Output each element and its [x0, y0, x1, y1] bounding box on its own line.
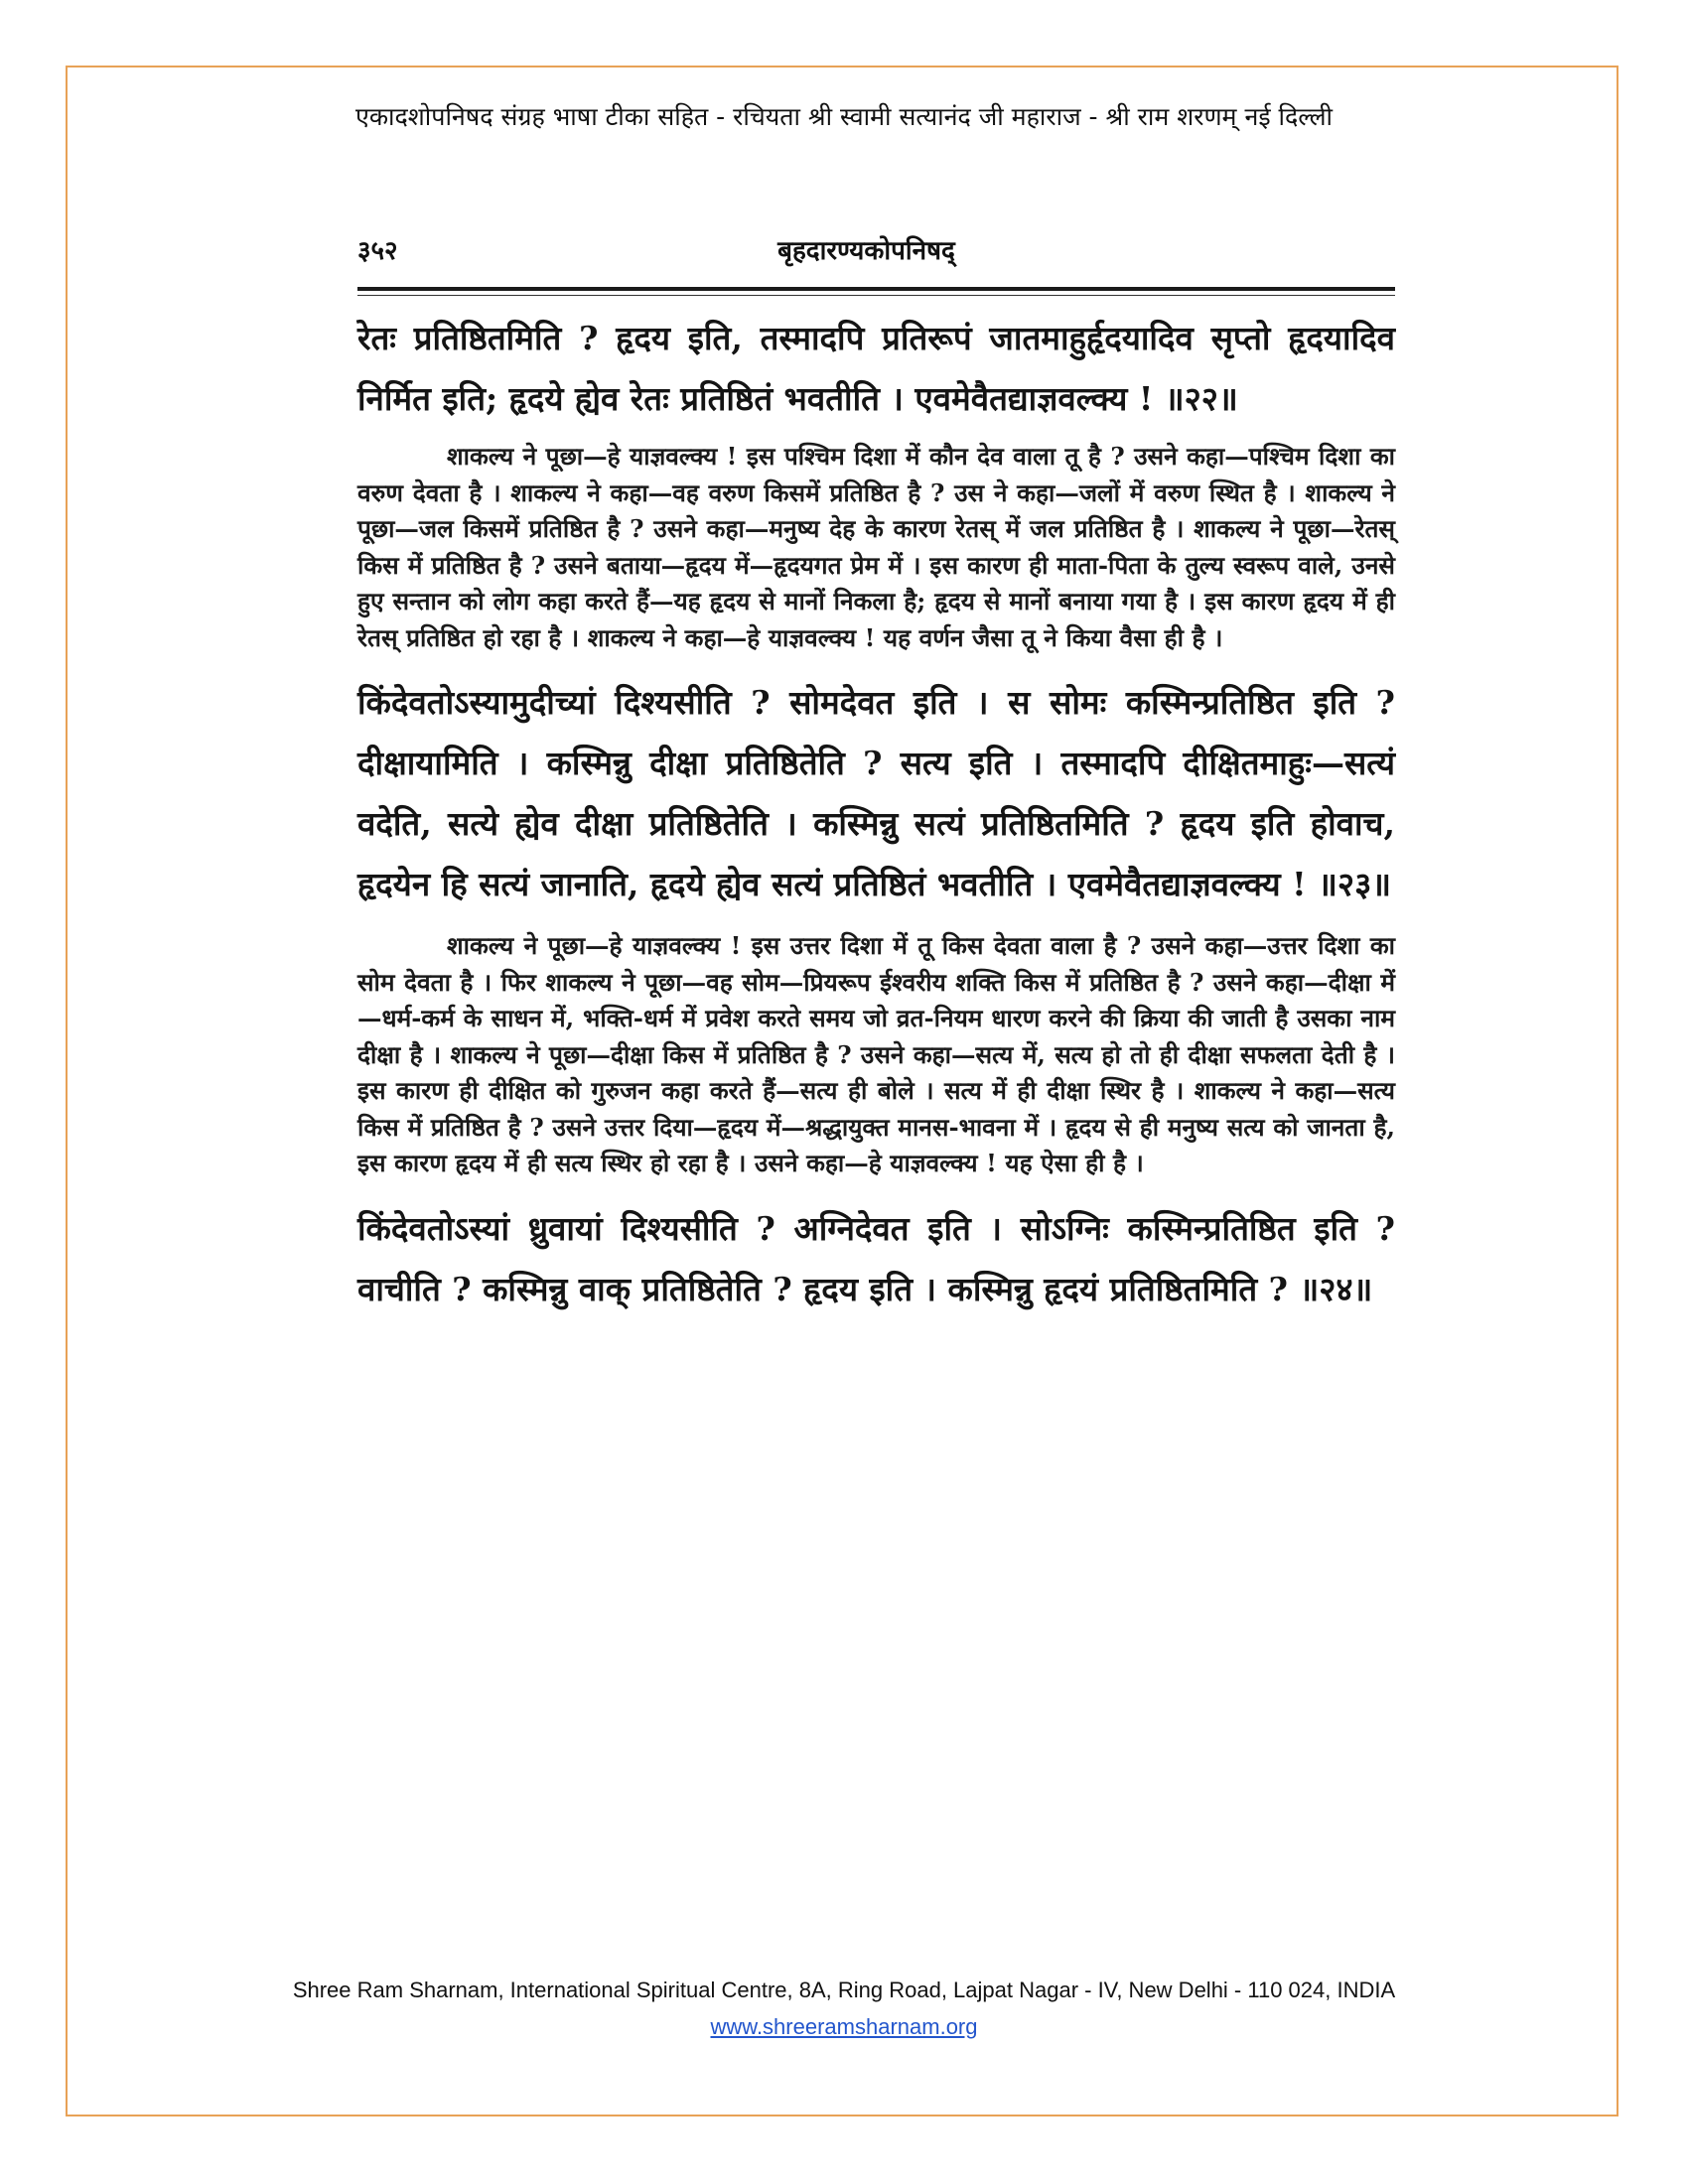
- header-rule-thick: [357, 287, 1395, 291]
- page-running-head: [338, 213, 1395, 269]
- footer-address: Shree Ram Sharnam, International Spiritual Centre, 8A, Ring Road, Lajpat Nagar - IV, New Delhi - 110 024, INDIA: [292, 1978, 1396, 2002]
- sanskrit-verse-22: रेतः प्रतिष्ठितमिति ? हृदय इति, तस्मादपि प्रतिरूपं जातमाहुर्हृदयादिव सृप्तो हृदयादिव निर्मित इति; हृदये ह्येव रेतः प्रतिष्ठितं भवतीति । एवमेवैतद्याज्ञवल्क्य ! ॥२२॥: [357, 319, 1395, 418]
- page-content: [338, 308, 1395, 1319]
- sanskrit-verse-24: किंदेवतोऽस्यां ध्रुवायां दिश्यसीति ? अग्निदेवत इति । सोऽग्निः कस्मिन्प्रतिष्ठित इति ? वाचीति ? कस्मिन्नु वाक् प्रतिष्ठितेति ? हृदय इति । कस्मिन्नु हृदयं प्रतिष्ठितमिति ? ॥२४॥: [357, 1208, 1395, 1308]
- header-rule-thin: [357, 295, 1395, 296]
- scanned-page: [338, 213, 1395, 1319]
- page-number: ३५२: [357, 236, 398, 266]
- hindi-translation-23: शाकल्य ने पूछा—हे याज्ञवल्क्य ! इस उत्तर दिशा में तू किस देवता वाला है ? उसने कहा—उत्तर दिशा का सोम देवता है । फिर शाकल्य ने पूछा—वह सोम—प्रियरूप ईश्वरीय शक्ति किस में प्रतिष्ठित है ? उसने कहा—दीक्षा में—धर्म-कर्म के साधन में, भक्ति-धर्म में प्रवेश करते समय जो व्रत-नियम धारण करने की क्रिया की जाती है उसका नाम दीक्षा है । शाकल्य ने पूछा—दीक्षा किस में प्रतिष्ठित है ? उसने कहा—सत्य में, सत्य हो तो ही दीक्षा सफलता देती है । इस कारण ही दीक्षित को गुरुजन कहा करते हैं—सत्य ही बोले । सत्य में ही दीक्षा स्थिर है । शाकल्य ने कहा—सत्य किस में प्रतिष्ठित है ? उसने उत्तर दिया—हृदय में—श्रद्धायुक्त मानस-भावना में । हृदय से ही मनुष्य सत्य को जानता है, इस कारण हृदय में ही सत्य स्थिर हो रहा है । उसने कहा—हे याज्ञवल्क्य ! यह ऐसा ही है ।: [357, 931, 1395, 1177]
- website-link[interactable]: www.shreeramsharnam.org: [710, 2014, 978, 2039]
- hindi-translation-22: शाकल्य ने पूछा—हे याज्ञवल्क्य ! इस पश्चिम दिशा में कौन देव वाला तू है ? उसने कहा—पश्चिम दिशा का वरुण देवता है । शाकल्य ने कहा—वह वरुण किसमें प्रतिष्ठित है ? उस ने कहा—जलों में वरुण स्थित है । शाकल्य ने पूछा—जल किसमें प्रतिष्ठित है ? उसने कहा—मनुष्य देह के कारण रेतस् में जल प्रतिष्ठित है । शाकल्य ने पूछा—रेतस् किस में प्रतिष्ठित है ? उसने बताया—हृदय में—हृदयगत प्रेम में । इस कारण ही माता-पिता के तुल्य स्वरूप वाले, उनसे हुए सन्तान को लोग कहा करते हैं—यह हृदय से मानों निकला है; हृदय से मानों बनाया गया है । इस कारण हृदय में ही रेतस् प्रतिष्ठित हो रहा है । शाकल्य ने कहा—हे याज्ञवल्क्य ! यह वर्णन जैसा तू ने किया वैसा ही है ।: [357, 442, 1395, 652]
- document-header: एकादशोपनिषद संग्रह भाषा टीका सहित - रचियता श्री स्वामी सत्यानंद जी महाराज - श्री राम शरणम् नई दिल्ली: [355, 102, 1333, 131]
- sanskrit-verse-23: किंदेवतोऽस्यामुदीच्यां दिश्यसीति ? सोमदेवत इति । स सोमः कस्मिन्प्रतिष्ठित इति ? दीक्षायामिति । कस्मिन्नु दीक्षा प्रतिष्ठितेति ? सत्य इति । तस्मादपि दीक्षितमाहुः—सत्यं वदेति, सत्ये ह्येव दीक्षा प्रतिष्ठितेति । कस्मिन्नु सत्यं प्रतिष्ठितमिति ? हृदय इति होवाच, हृदयेन हि सत्यं जानाति, हृदये ह्येव सत्यं प्रतिष्ठितं भवतीति । एवमेवैतद्याज्ञवल्क्य ! ॥२३॥: [357, 683, 1395, 903]
- page-title: बृहदारण्यकोपनिषद्: [777, 236, 955, 266]
